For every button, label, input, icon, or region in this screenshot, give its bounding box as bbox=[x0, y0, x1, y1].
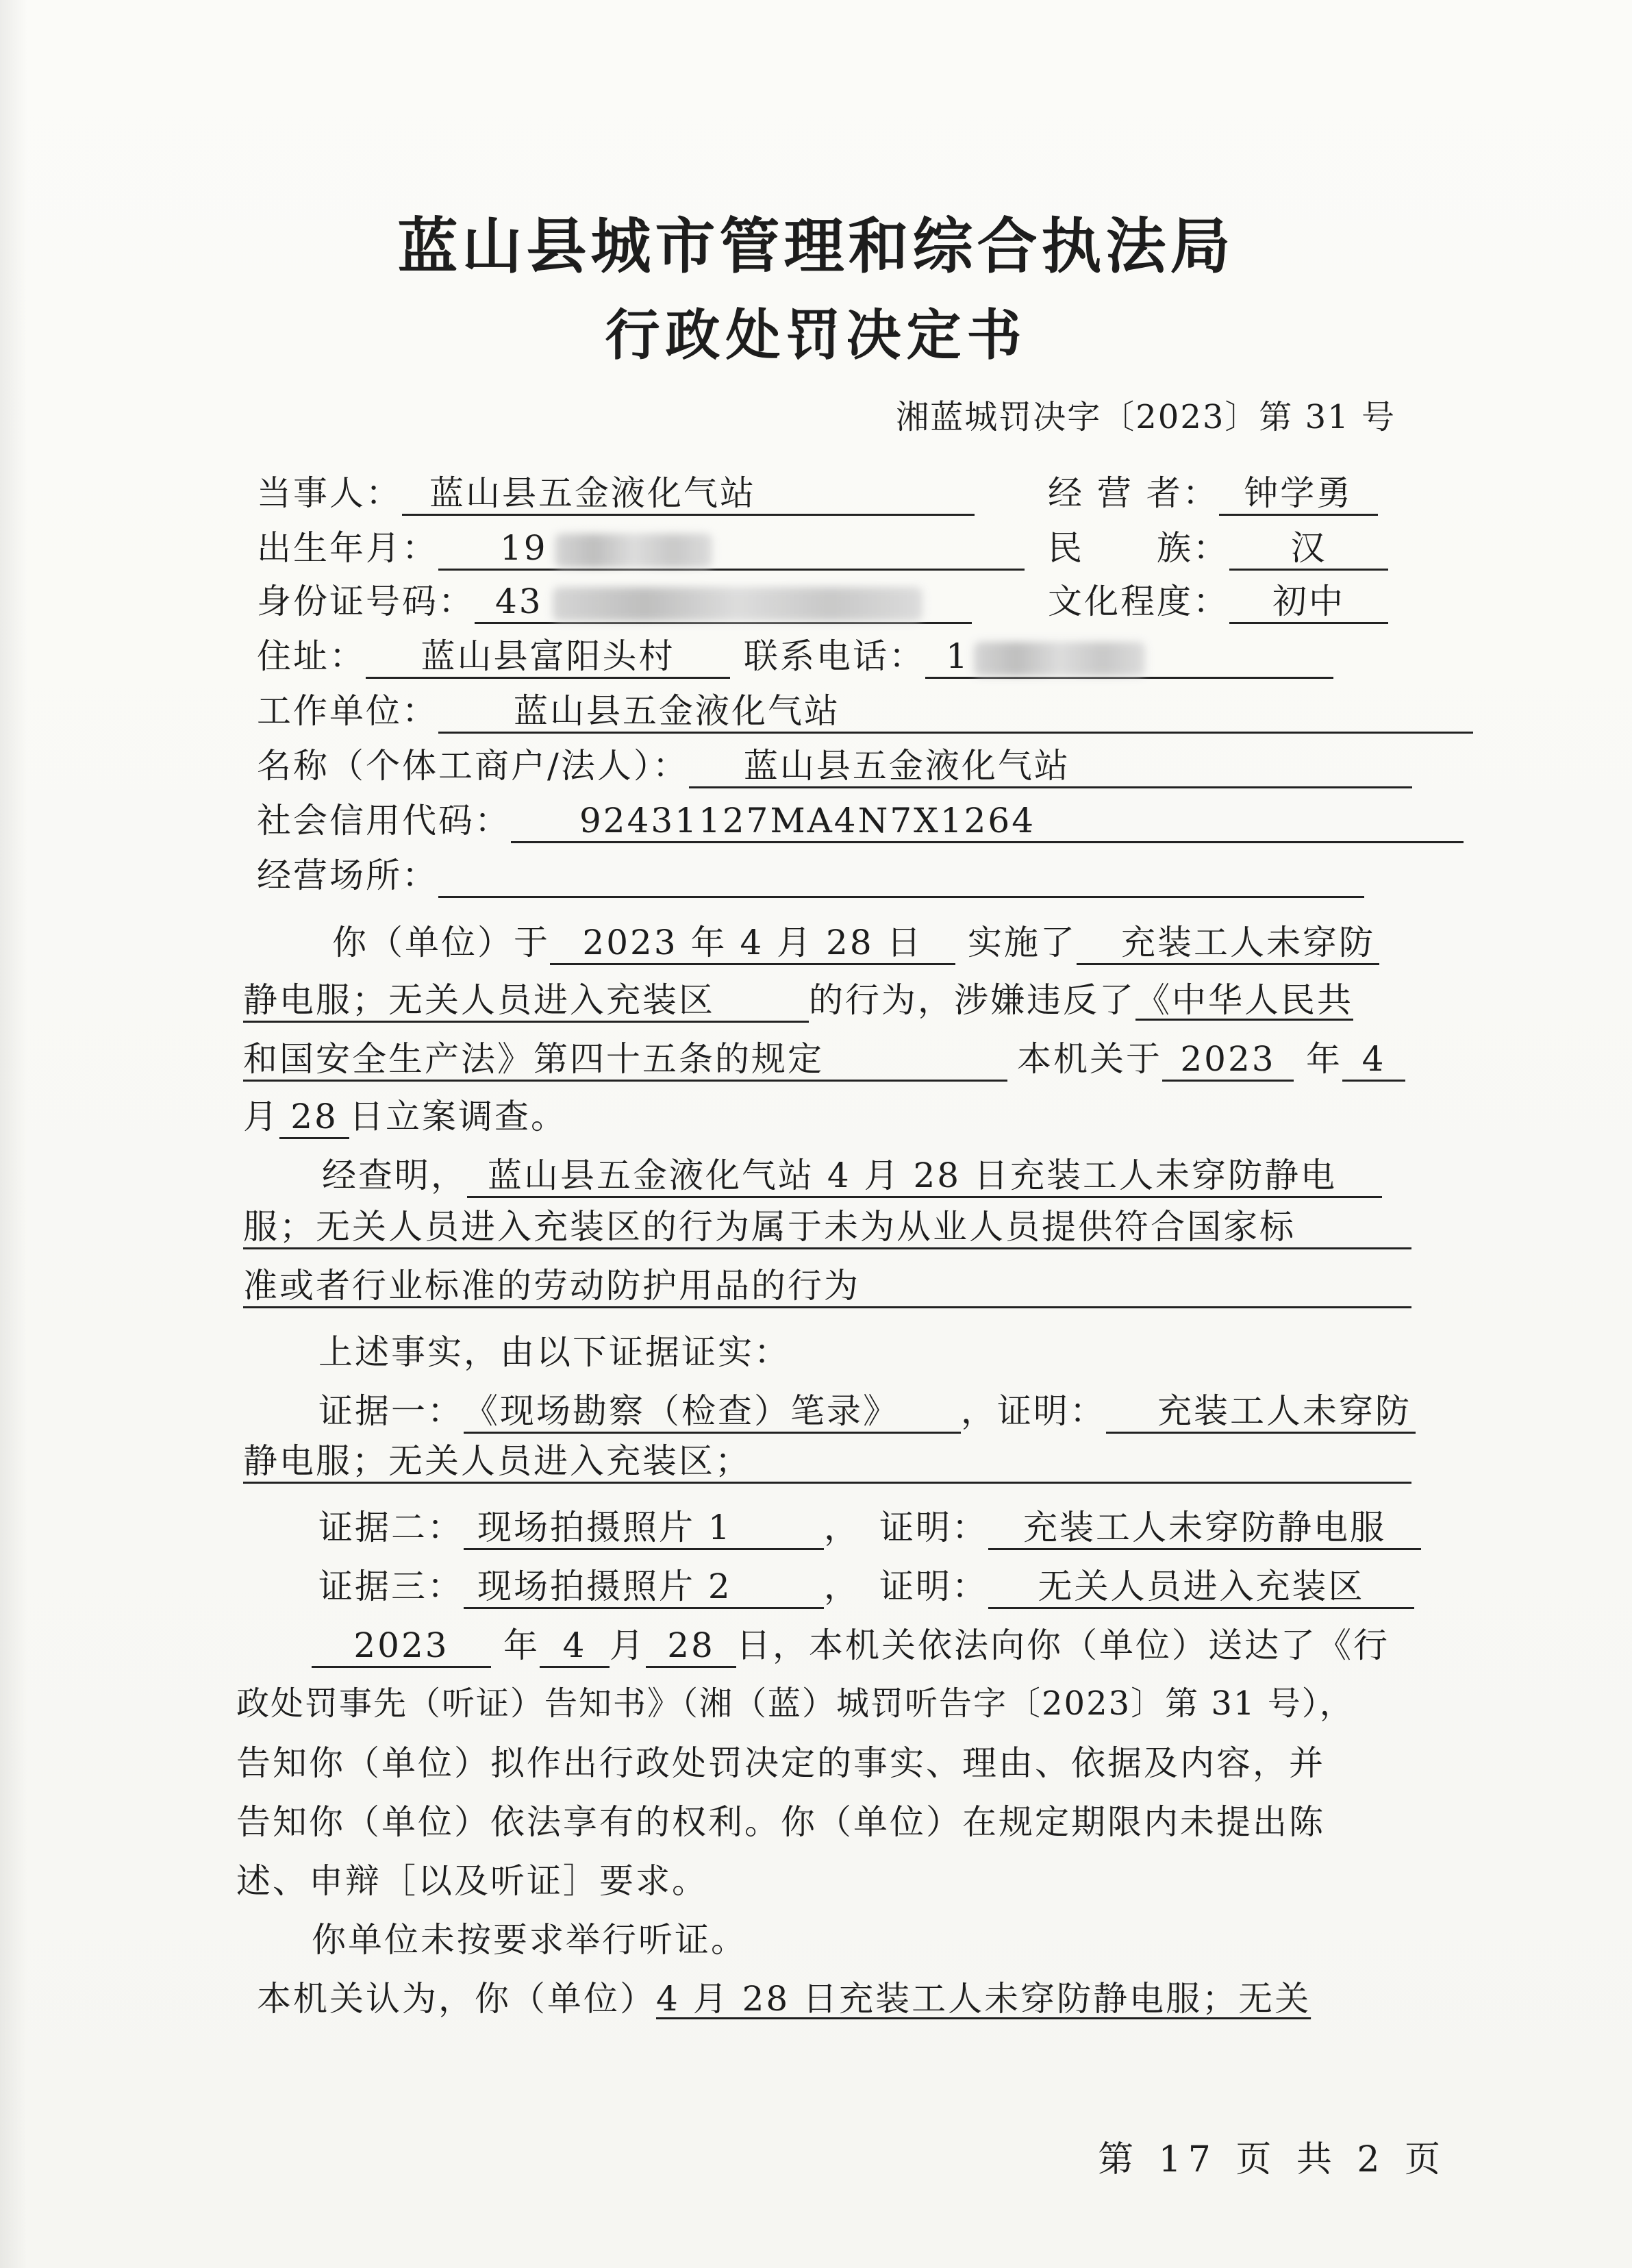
agency-title: 蓝山县城市管理和综合执法局 bbox=[397, 210, 1235, 282]
address-row bbox=[257, 629, 1333, 679]
name-label: 名称（个体工商户/法人）： bbox=[257, 746, 689, 786]
operator-value: 钟学勇 bbox=[1219, 474, 1378, 516]
evidence-3-label: 证据三： bbox=[318, 1567, 464, 1606]
p1-text-g: 日立案调查。 bbox=[349, 1097, 567, 1136]
education-value: 初中 bbox=[1229, 582, 1388, 624]
address-label: 住址： bbox=[257, 636, 366, 676]
p4-line5: 述、申辩［以及听证］要求。 bbox=[236, 1861, 708, 1901]
phone-redaction bbox=[974, 642, 1145, 676]
p1-act-2: 静电服；无关人员进入充装区 bbox=[243, 981, 809, 1023]
p2-text-a: 经查明， bbox=[322, 1156, 467, 1195]
evidence-1-line2 bbox=[243, 1441, 1411, 1484]
birth-redaction bbox=[555, 534, 712, 568]
party-row bbox=[257, 466, 975, 516]
party-value: 蓝山县五金液化气站 bbox=[402, 474, 975, 516]
p4-month: 4 bbox=[540, 1626, 610, 1668]
document-number: 湘蓝城罚决字〔2023〕第 31 号 bbox=[896, 398, 1396, 436]
site-row bbox=[257, 848, 1364, 898]
p5-line: 你单位未按要求举行听证。 bbox=[312, 1920, 747, 1960]
p4-line3: 告知你（单位）拟作出行政处罚决定的事实、理由、依据及内容，并 bbox=[236, 1743, 1325, 1783]
evidence-1-content-1: 充装工人未穿防 bbox=[1106, 1392, 1416, 1434]
ethnicity-row bbox=[1048, 521, 1388, 571]
p1-law-2: 和国安全生产法》第四十五条的规定 bbox=[243, 1040, 1007, 1082]
evidence-1-label: 证据一： bbox=[318, 1391, 464, 1431]
evidence-1-prove: ，证明： bbox=[961, 1391, 1106, 1431]
p2-line3 bbox=[243, 1266, 1411, 1308]
ethnicity-value: 汉 bbox=[1229, 529, 1388, 571]
evidence-3-doc: 现场拍摄照片 2 bbox=[464, 1567, 824, 1609]
phone-label: 联系电话： bbox=[744, 636, 925, 676]
p2-line1 bbox=[322, 1148, 1382, 1198]
p6-line bbox=[257, 1971, 1311, 2021]
evidence-1-doc: 《现场勘察（检查）笔录》 bbox=[464, 1392, 961, 1434]
name-value: 蓝山县五金液化气站 bbox=[689, 747, 1412, 788]
phone-value: 1 bbox=[946, 636, 970, 676]
p1-text-b: 实施了 bbox=[968, 923, 1077, 962]
evidence-1-line1 bbox=[318, 1384, 1416, 1434]
ethnicity-label: 民 族： bbox=[1048, 528, 1229, 568]
phone-field bbox=[925, 637, 1333, 679]
page-number: 第 17 页 共 2 页 bbox=[1098, 2139, 1447, 2180]
education-row bbox=[1048, 574, 1388, 624]
p1-year: 2023 bbox=[1162, 1040, 1294, 1082]
p1-line4 bbox=[243, 1089, 567, 1139]
birth-value: 19 bbox=[500, 528, 548, 568]
evidence-1-content-2: 静电服；无关人员进入充装区； bbox=[243, 1442, 1411, 1484]
evidence-3-line bbox=[318, 1559, 1414, 1609]
p1-text-e: 年 bbox=[1306, 1039, 1342, 1079]
document-title: 行政处罚决定书 bbox=[605, 303, 1027, 367]
party-label: 当事人： bbox=[257, 473, 402, 513]
id-label: 身份证号码： bbox=[257, 582, 475, 621]
p6-text-a: 本机关认为，你（单位） bbox=[257, 1979, 656, 2019]
p4-line1 bbox=[312, 1618, 1390, 1668]
credit-row bbox=[257, 793, 1464, 843]
p1-day: 28 bbox=[279, 1097, 349, 1139]
p1-text-c: 的行为，涉嫌违反了 bbox=[809, 980, 1135, 1020]
p3-line: 上述事实，由以下证据证实： bbox=[318, 1332, 790, 1372]
evidence-2-prove: ， 证明： bbox=[824, 1508, 988, 1547]
p2-line2 bbox=[243, 1207, 1411, 1249]
p1-law-1: 《中华人民共 bbox=[1135, 980, 1353, 1020]
p4-year: 2023 bbox=[312, 1626, 491, 1668]
p4-line4: 告知你（单位）依法享有的权利。你（单位）在规定期限内未提出陈 bbox=[236, 1802, 1325, 1842]
birth-field bbox=[438, 529, 1025, 571]
p4-day: 28 bbox=[646, 1626, 736, 1668]
address-value: 蓝山县富阳头村 bbox=[366, 637, 730, 679]
evidence-2-line bbox=[318, 1500, 1421, 1550]
p4-line2: 政处罚事先（听证）告知书》（湘（蓝）城罚听告字〔2023〕第 31 号）， bbox=[236, 1684, 1354, 1723]
p1-text-d: 本机关于 bbox=[1017, 1039, 1162, 1079]
evidence-2-label: 证据二： bbox=[318, 1508, 464, 1547]
credit-label: 社会信用代码： bbox=[257, 801, 511, 840]
site-label: 经营场所： bbox=[257, 856, 438, 895]
evidence-3-prove: ， 证明： bbox=[824, 1567, 988, 1606]
p1-date: 2023 年 4 月 28 日 bbox=[550, 923, 955, 965]
p1-text-f: 月 bbox=[243, 1097, 279, 1136]
work-row bbox=[257, 684, 1473, 734]
name-row bbox=[257, 738, 1412, 788]
p1-month: 4 bbox=[1342, 1040, 1405, 1082]
p4-text-a: 年 bbox=[503, 1625, 540, 1665]
birth-row bbox=[257, 521, 1025, 571]
p1-line1 bbox=[332, 915, 1379, 965]
p2-finding-2: 服；无关人员进入充装区的行为属于未为从业人员提供符合国家标 bbox=[243, 1208, 1411, 1249]
credit-value: 92431127MA4N7X1264 bbox=[511, 801, 1464, 843]
id-redaction bbox=[553, 587, 922, 621]
id-field bbox=[475, 582, 972, 624]
id-value: 43 bbox=[495, 582, 543, 621]
p2-finding-1: 蓝山县五金液化气站 4 月 28 日充装工人未穿防静电 bbox=[467, 1156, 1382, 1198]
evidence-3-content: 无关人员进入充装区 bbox=[988, 1567, 1414, 1609]
p1-text-a: 你（单位）于 bbox=[332, 923, 550, 962]
site-value bbox=[438, 856, 1364, 898]
p4-text-1: 日，本机关依法向你（单位）送达了《行 bbox=[736, 1625, 1390, 1665]
operator-label: 经 营 者： bbox=[1048, 473, 1219, 513]
education-label: 文化程度： bbox=[1048, 582, 1229, 621]
p6-text-b: 4 月 28 日充装工人未穿防静电服；无关 bbox=[656, 1979, 1311, 2019]
evidence-2-doc: 现场拍摄照片 1 bbox=[464, 1508, 824, 1550]
p1-act-1: 充装工人未穿防 bbox=[1077, 923, 1379, 965]
id-row bbox=[257, 574, 972, 624]
p1-line2 bbox=[243, 973, 1353, 1023]
p2-finding-3: 准或者行业标准的劳动防护用品的行为 bbox=[243, 1267, 1411, 1308]
operator-row bbox=[1048, 466, 1378, 516]
work-value: 蓝山县五金液化气站 bbox=[438, 692, 1473, 734]
p1-line3 bbox=[243, 1032, 1405, 1082]
p4-text-b: 月 bbox=[610, 1625, 646, 1665]
evidence-2-content: 充装工人未穿防静电服 bbox=[988, 1508, 1421, 1550]
birth-label: 出生年月： bbox=[257, 528, 438, 568]
work-label: 工作单位： bbox=[257, 691, 438, 731]
